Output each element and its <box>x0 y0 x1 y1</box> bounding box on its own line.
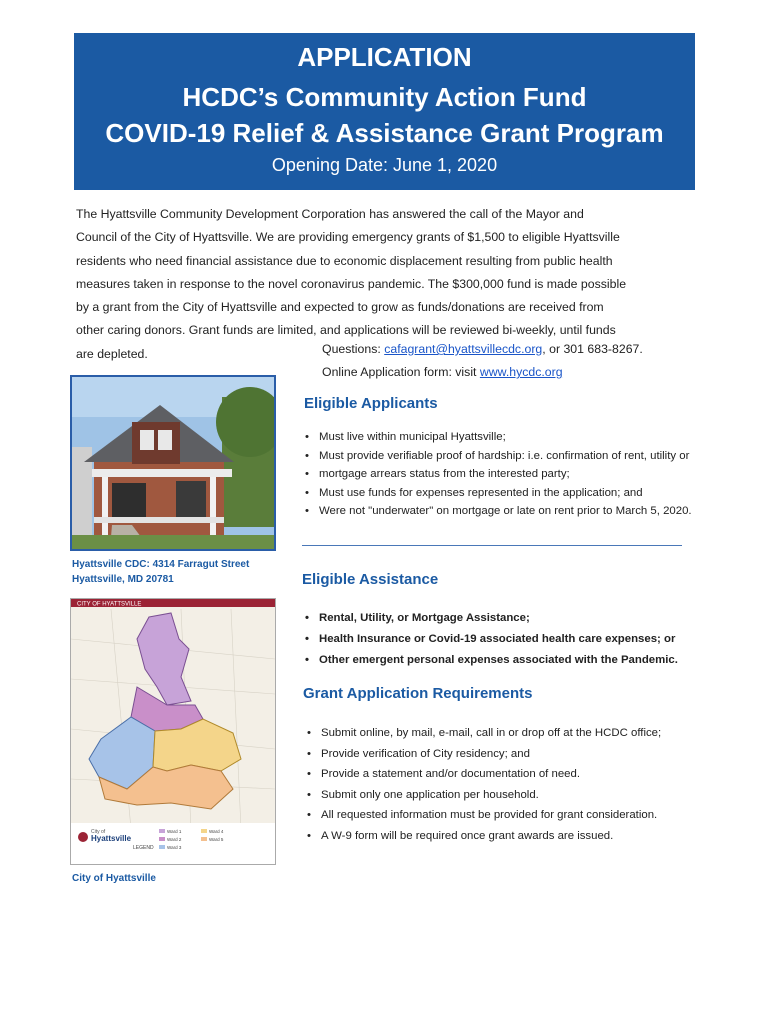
hcdc-building-photo <box>70 375 276 551</box>
intro-line: measures taken in response to the novel coronavirus pandemic. The $300,000 fund is made possible <box>76 276 627 291</box>
list-item: • Must use funds for expenses represented in the application; and <box>302 484 762 503</box>
map-header-text: CITY OF HYATTSVILLE <box>77 601 142 608</box>
photo-caption-address: Hyattsville CDC: 4314 Farragut Street <box>72 559 250 570</box>
title-banner <box>74 33 695 190</box>
banner-title-application: APPLICATION <box>297 42 472 72</box>
map-legend-item: Ward 2 <box>167 837 182 842</box>
list-item: • All requested information must be provided for grant consideration. <box>304 805 764 826</box>
list-item: • Must live within municipal Hyattsville; <box>302 428 762 447</box>
intro-line: are depleted. <box>76 346 148 361</box>
eligible-applicants-heading: Eligible Applicants <box>304 395 438 412</box>
list-item: • Health Insurance or Covid-19 associated health care expenses; or <box>302 629 762 650</box>
list-item: • Other emergent personal expenses associated with the Pandemic. <box>302 650 762 671</box>
list-item: • Provide a statement and/or documentation of need. <box>304 764 764 785</box>
requirements-heading: Grant Application Requirements <box>303 685 533 702</box>
photo-caption-city: Hyattsville, MD 20781 <box>72 574 174 585</box>
map-legend-item: Ward 4 <box>209 829 224 834</box>
questions-suffix: , or 301 683-8267. <box>542 342 643 356</box>
intro-line: other caring donors. Grant funds are limited, and applications will be reviewed bi-weekly, until funds <box>76 323 616 338</box>
banner-opening-date: Opening Date: June 1, 2020 <box>271 155 498 175</box>
map-legend-item: Ward 3 <box>167 845 182 850</box>
list-item-text: mortgage arrears status from the interested party; <box>319 468 570 480</box>
map-legend-item: Ward 1 <box>167 829 182 834</box>
questions-prefix: Questions: <box>322 342 385 356</box>
list-item: • Must provide verifiable proof of hardship: i.e. confirmation of rent, utility or <box>302 447 762 466</box>
email-link[interactable]: cafagrant@hyattsvillecdc.org <box>384 342 543 356</box>
intro-line: Council of the City of Hyattsville. We are providing emergency grants of $1,500 to eligible Hyattsville <box>76 230 620 245</box>
list-item-continuation <box>302 465 762 484</box>
house-illustration <box>72 377 274 549</box>
city-ward-map <box>70 598 276 865</box>
map-logo-small: City of <box>91 829 106 835</box>
online-prefix: Online Application form: visit <box>322 365 480 379</box>
map-logo-text: Hyattsville <box>91 834 132 843</box>
list-item: • A W-9 form will be required once grant awards are issued. <box>304 826 764 847</box>
eligible-assistance-heading: Eligible Assistance <box>302 571 439 588</box>
map-legend-title: LEGEND <box>133 845 154 851</box>
list-item: • Submit online, by mail, e-mail, call in or drop off at the HCDC office; <box>304 723 764 744</box>
map-illustration <box>71 599 275 864</box>
contact-questions <box>322 338 643 361</box>
eligible-applicants-list <box>302 428 762 521</box>
map-caption: City of Hyattsville <box>72 873 156 884</box>
list-item: • Were not "underwater" on mortgage or late on rent prior to March 5, 2020. <box>302 502 762 521</box>
intro-line: residents who need financial assistance due to economic displacement resulting from public health <box>76 253 613 268</box>
list-item: • Submit only one application per household. <box>304 785 764 806</box>
list-item: • Rental, Utility, or Mortgage Assistance; <box>302 608 762 629</box>
eligible-assistance-list <box>302 608 762 671</box>
requirements-list <box>304 723 764 846</box>
intro-line: by a grant from the City of Hyattsville and expected to grow as funds/donations are received from <box>76 300 604 315</box>
website-link[interactable]: www.hycdc.org <box>479 365 563 379</box>
banner-title-fund: HCDC’s Community Action Fund <box>182 82 587 112</box>
map-legend-item: Ward 5 <box>209 837 224 842</box>
section-divider <box>302 545 682 546</box>
contact-online-form <box>322 361 563 384</box>
intro-line: The Hyattsville Community Development Corporation has answered the call of the Mayor and <box>76 207 584 221</box>
list-item: • Provide verification of City residency; and <box>304 744 764 765</box>
banner-title-program: COVID-19 Relief & Assistance Grant Program <box>105 118 664 148</box>
